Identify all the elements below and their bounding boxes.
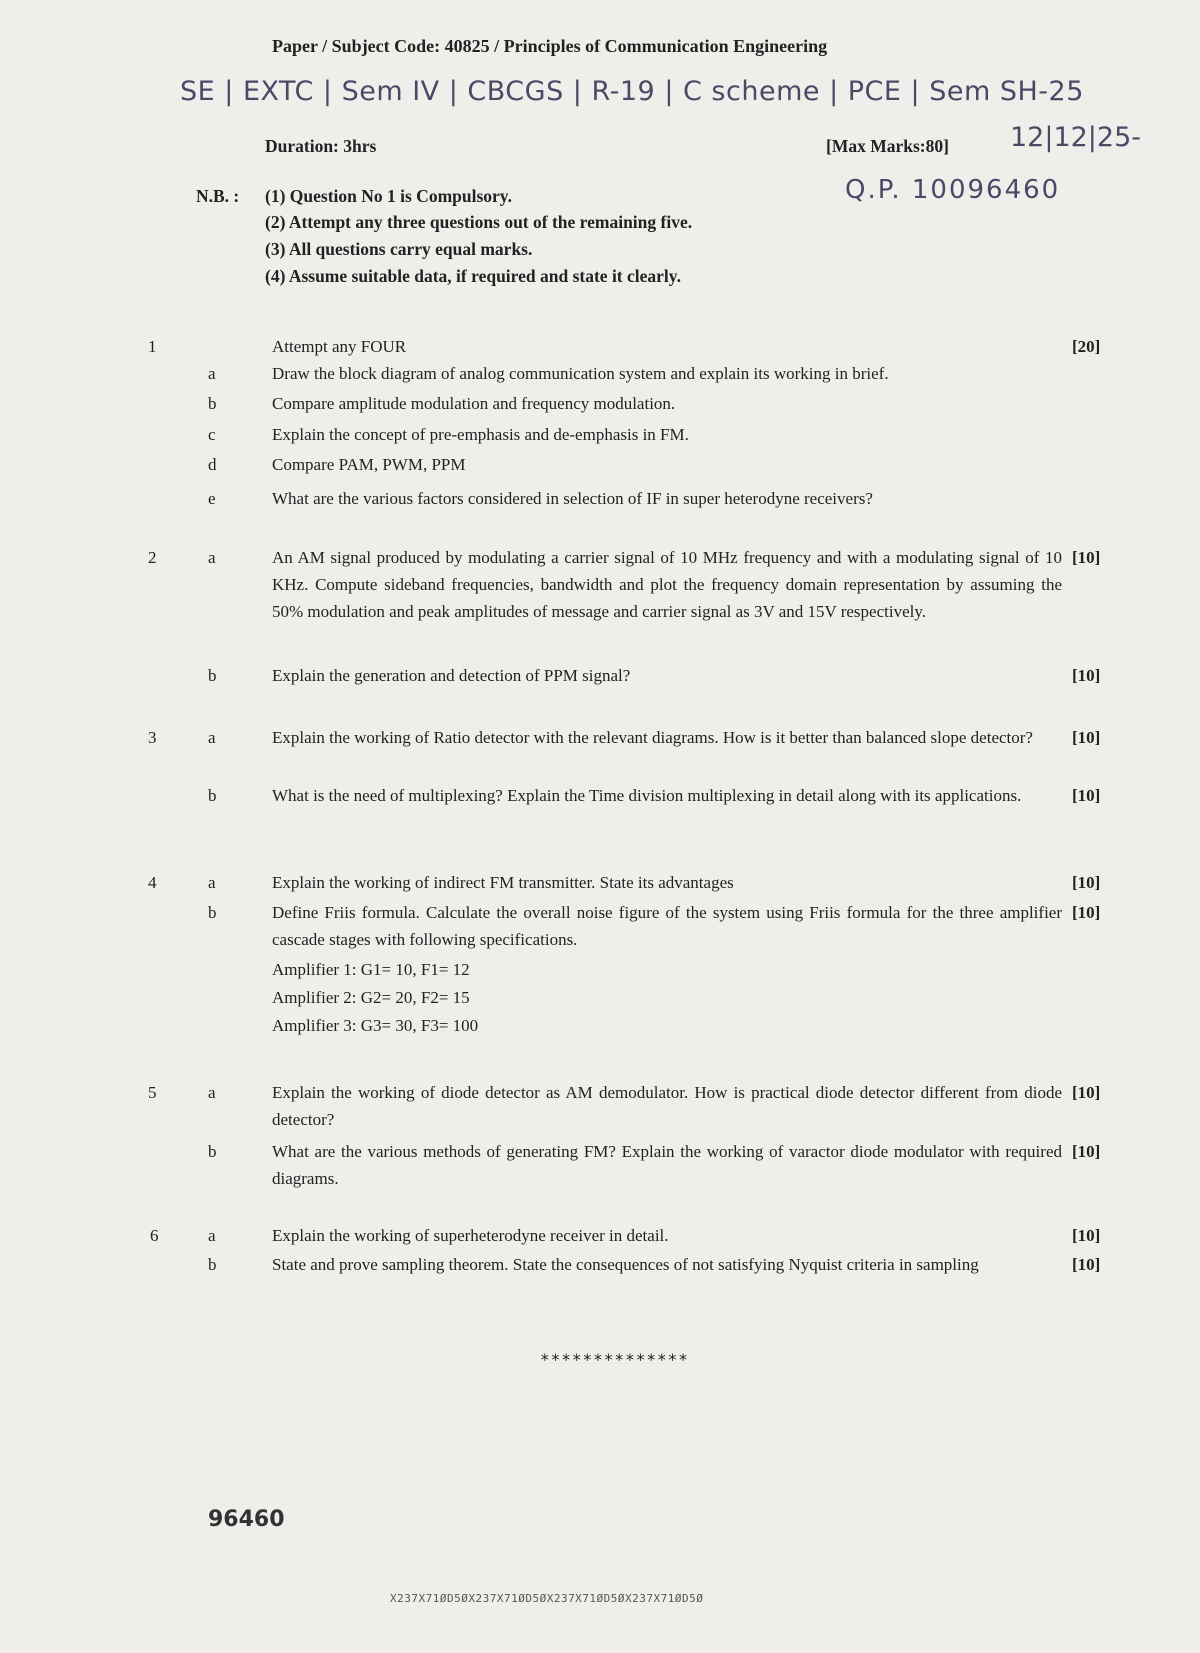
question-1-number: 1 bbox=[148, 337, 157, 356]
nb-item-3: (3) All questions carry equal marks. bbox=[265, 239, 533, 259]
duration: Duration: 3hrs bbox=[265, 136, 377, 156]
q1d-label: d bbox=[208, 455, 217, 474]
nb-label: N.B. : bbox=[196, 186, 240, 206]
q4b-text: Define Friis formula. Calculate the overall noise figure of the system using Friis formula for the three amplifier cascade stages with following specifications. bbox=[272, 903, 1062, 949]
q6b-label: b bbox=[208, 1255, 217, 1274]
q1a-text: Draw the block diagram of analog communication system and explain its working in brief. bbox=[272, 364, 889, 383]
q3b-marks: [10] bbox=[1072, 786, 1101, 805]
q4a-text: Explain the working of indirect FM transmitter. State its advantages bbox=[272, 873, 734, 892]
question-2-number: 2 bbox=[148, 548, 157, 567]
question-1-heading: Attempt any FOUR bbox=[272, 337, 407, 356]
q1d-text: Compare PAM, PWM, PPM bbox=[272, 455, 466, 474]
end-of-paper-stars: ************** bbox=[540, 1350, 689, 1369]
q4a-marks: [10] bbox=[1072, 873, 1101, 892]
q5a-label: a bbox=[208, 1083, 216, 1102]
q5a-text: Explain the working of diode detector as AM demodulator. How is practical diode detector different from diode detector? bbox=[272, 1083, 1062, 1129]
q1c-text: Explain the concept of pre-emphasis and de-emphasis in FM. bbox=[272, 425, 689, 444]
q2a-text: An AM signal produced by modulating a carrier signal of 10 MHz frequency and with a modulating signal of 10 KHz. Compute sideband frequencies, bandwidth and plot the frequency domain representation by assuming the 50% modulation and peak amplitudes of message and carrier signal as 3V and 15V respectively. bbox=[272, 548, 1062, 621]
question-1-marks: [20] bbox=[1072, 337, 1101, 356]
footer-watermark-strip: X237X71ØD5ØX237X71ØD5ØX237X71ØD5ØX237X71ØD5Ø bbox=[390, 1592, 704, 1605]
q1a-label: a bbox=[208, 364, 216, 383]
q3b-label: b bbox=[208, 786, 217, 805]
question-6-number: 6 bbox=[150, 1226, 159, 1245]
q5a-marks: [10] bbox=[1072, 1083, 1101, 1102]
max-marks: [Max Marks:80] bbox=[826, 136, 949, 156]
question-3-number: 3 bbox=[148, 728, 157, 747]
q5b-label: b bbox=[208, 1142, 217, 1161]
q3b-text: What is the need of multiplexing? Explain the Time division multiplexing in detail along with its applications. bbox=[272, 786, 1022, 805]
question-4-number: 4 bbox=[148, 873, 157, 892]
paper-title: Paper / Subject Code: 40825 / Principles of Communication Engineering bbox=[272, 36, 828, 56]
q2a-label: a bbox=[208, 548, 216, 567]
q3a-label: a bbox=[208, 728, 216, 747]
q1e-text: What are the various factors considered in selection of IF in super heterodyne receivers? bbox=[272, 489, 873, 508]
amplifier-1-spec: Amplifier 1: G1= 10, F1= 12 bbox=[272, 960, 470, 979]
amplifier-3-spec: Amplifier 3: G3= 30, F3= 100 bbox=[272, 1016, 479, 1035]
q6b-text: State and prove sampling theorem. State the consequences of not satisfying Nyquist criteria in sampling bbox=[272, 1255, 979, 1274]
footer-paper-code: 96460 bbox=[208, 1507, 285, 1532]
handwritten-qp-number: Q.P. 10096460 bbox=[845, 175, 1061, 205]
nb-item-2: (2) Attempt any three questions out of the remaining five. bbox=[265, 212, 693, 232]
handwritten-course-line: SE | EXTC | Sem IV | CBCGS | R-19 | C scheme | PCE | Sem SH-25 bbox=[180, 76, 1084, 107]
question-5-number: 5 bbox=[148, 1083, 157, 1102]
handwritten-date: 12|12|25- bbox=[1010, 122, 1142, 153]
nb-item-1: (1) Question No 1 is Compulsory. bbox=[265, 186, 512, 206]
q4b-label: b bbox=[208, 903, 217, 922]
q2a-marks: [10] bbox=[1072, 548, 1101, 567]
q4a-label: a bbox=[208, 873, 216, 892]
q1b-text: Compare amplitude modulation and frequency modulation. bbox=[272, 394, 676, 413]
q6a-label: a bbox=[208, 1226, 216, 1245]
q3a-text: Explain the working of Ratio detector with the relevant diagrams. How is it better than balanced slope detector? bbox=[272, 728, 1033, 747]
q2b-marks: [10] bbox=[1072, 666, 1101, 685]
q4b-marks: [10] bbox=[1072, 903, 1101, 922]
q1b-label: b bbox=[208, 394, 217, 413]
q2b-label: b bbox=[208, 666, 217, 685]
q6a-text: Explain the working of superheterodyne receiver in detail. bbox=[272, 1226, 669, 1245]
q6a-marks: [10] bbox=[1072, 1226, 1101, 1245]
q1c-label: c bbox=[208, 425, 216, 444]
amplifier-2-spec: Amplifier 2: G2= 20, F2= 15 bbox=[272, 988, 470, 1007]
q5b-text: What are the various methods of generating FM? Explain the working of varactor diode modulator with required diagrams. bbox=[272, 1142, 1062, 1188]
q1e-label: e bbox=[208, 489, 216, 508]
q6b-marks: [10] bbox=[1072, 1255, 1101, 1274]
q2b-text: Explain the generation and detection of PPM signal? bbox=[272, 666, 631, 685]
nb-item-4: (4) Assume suitable data, if required and state it clearly. bbox=[265, 266, 681, 286]
q3a-marks: [10] bbox=[1072, 728, 1101, 747]
q5b-marks: [10] bbox=[1072, 1142, 1101, 1161]
